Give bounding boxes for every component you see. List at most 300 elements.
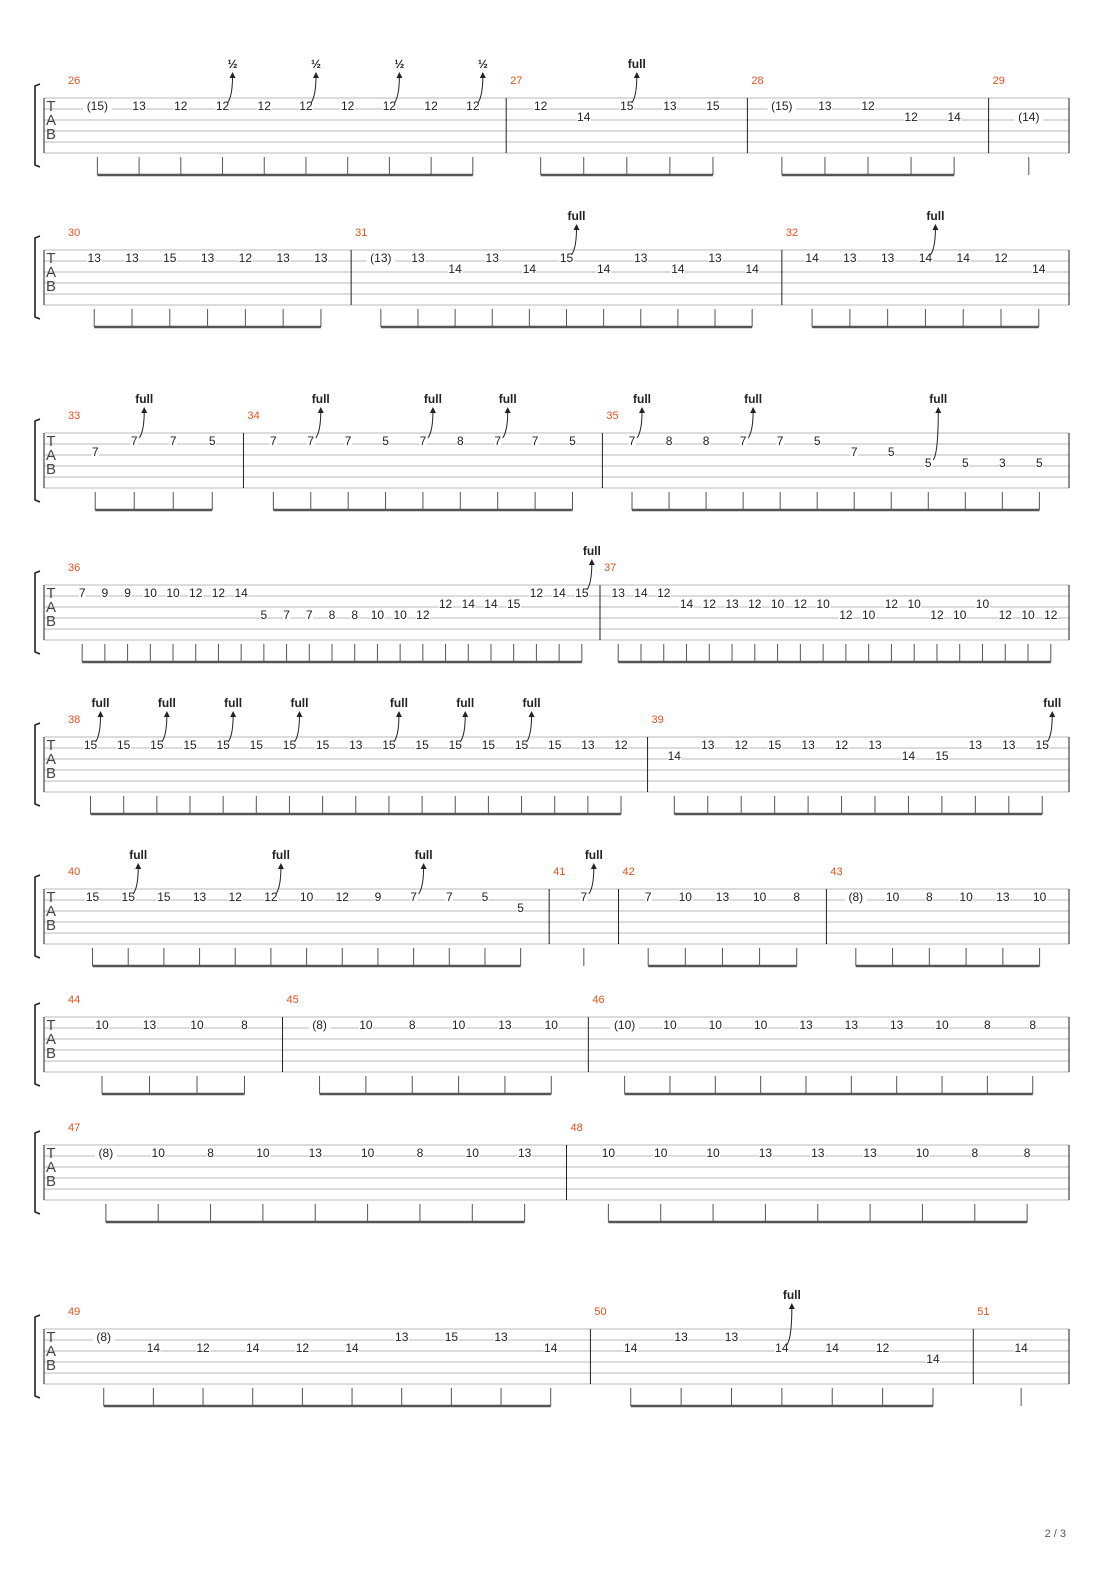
- tab-clef-letter: B: [45, 1357, 57, 1374]
- bend-amount: full: [271, 848, 290, 862]
- fret-number: 15: [1035, 738, 1049, 752]
- fret-number: 7: [270, 434, 277, 448]
- system-bracket: [35, 236, 40, 319]
- bend-arrowhead: [634, 72, 640, 78]
- bend-arrowhead: [935, 407, 941, 413]
- fret-number: 10: [935, 1018, 949, 1032]
- fret-number: 10: [299, 890, 314, 904]
- fret-number: 13: [87, 251, 101, 265]
- fret-number: 9: [374, 890, 382, 904]
- bend-amount: full: [498, 392, 517, 406]
- fret-number: 14: [484, 597, 498, 611]
- fret-number: 13: [968, 738, 983, 752]
- tab-clef-letter: T: [46, 737, 56, 754]
- fret-number: 14: [956, 251, 970, 265]
- fret-number: 13: [811, 1146, 825, 1160]
- tab-clef-letter: B: [45, 613, 57, 630]
- bend-arrowhead: [313, 72, 319, 78]
- bend-amount: full: [456, 696, 475, 710]
- fret-number: 12: [215, 99, 230, 113]
- tab-clef-letter: T: [46, 1329, 56, 1346]
- measure-number: 51: [977, 1306, 990, 1318]
- measure-number: 50: [594, 1306, 607, 1318]
- fret-number: 8: [416, 1146, 424, 1160]
- fret-number: 13: [276, 251, 290, 265]
- fret-number: 10: [654, 1146, 668, 1160]
- bend-arrowhead: [529, 711, 535, 717]
- fret-number: 7: [410, 890, 417, 904]
- tab-clef-letter: T: [46, 250, 56, 267]
- fret-number: 13: [498, 1018, 512, 1032]
- fret-number: 10: [678, 890, 692, 904]
- fret-number: 10: [190, 1018, 204, 1032]
- fret-number: 14: [634, 586, 648, 600]
- fret-number: 14: [918, 251, 933, 265]
- fret-number: 12: [930, 608, 944, 622]
- fret-number: 10: [953, 608, 967, 622]
- fret-number: 13: [485, 251, 499, 265]
- bend-amount: full: [926, 209, 945, 223]
- fret-number: 15: [216, 738, 230, 752]
- fret-number: 5: [569, 434, 576, 448]
- fret-number: 10: [451, 1018, 466, 1032]
- bend-amount: ½: [227, 57, 238, 71]
- fret-number: 12: [466, 99, 480, 113]
- tab-clef-letter: B: [45, 917, 57, 934]
- bend-amount: full: [744, 392, 763, 406]
- bend-amount: ½: [310, 57, 321, 71]
- fret-number: 7: [494, 434, 502, 448]
- bend-amount: full: [522, 696, 541, 710]
- fret-number: 14: [671, 262, 685, 276]
- fret-number: 7: [283, 608, 290, 622]
- fret-number: 12: [416, 608, 430, 622]
- fret-number: 13: [725, 597, 739, 611]
- fret-number: 12: [839, 608, 853, 622]
- bend-arrow: [787, 1307, 792, 1345]
- fret-number: 5: [961, 456, 969, 470]
- fret-number: 10: [601, 1146, 616, 1160]
- fret-number: 7: [628, 434, 636, 448]
- fret-number: 7: [531, 434, 539, 448]
- measure-number: 32: [785, 227, 799, 239]
- fret-number: 5: [208, 434, 216, 448]
- bend-arrowhead: [421, 863, 427, 869]
- fret-number: 5: [924, 456, 932, 470]
- fret-number: 15: [481, 738, 496, 752]
- measure-number: 46: [592, 994, 605, 1006]
- fret-number: 13: [349, 738, 363, 752]
- fret-number: 15: [163, 251, 177, 265]
- fret-number: 14: [146, 1341, 161, 1355]
- bend-amount: full: [157, 696, 176, 710]
- fret-number: 15: [157, 890, 171, 904]
- fret-number: 12: [834, 738, 849, 752]
- fret-number: 15: [121, 890, 135, 904]
- bend-amount: full: [584, 848, 603, 862]
- measure-number: 41: [553, 866, 566, 878]
- measure-number: 28: [751, 75, 764, 87]
- fret-number: 12: [994, 251, 1008, 265]
- fret-number: 10: [256, 1146, 270, 1160]
- fret-number: 13: [701, 738, 715, 752]
- measure-number: 49: [68, 1306, 81, 1318]
- fret-number: 7: [850, 445, 858, 459]
- fret-number: 7: [91, 445, 99, 459]
- fret-number: 13: [1002, 738, 1016, 752]
- bend-arrow: [503, 411, 508, 438]
- fret-number: 13: [142, 1018, 157, 1032]
- bend-arrowhead: [505, 407, 511, 413]
- fret-number: 10: [544, 1018, 558, 1032]
- fret-number: (10): [613, 1018, 636, 1032]
- fret-number: 12: [196, 1341, 210, 1355]
- fret-number: 12: [884, 597, 899, 611]
- fret-number: 7: [307, 434, 315, 448]
- fret-number: 8: [207, 1146, 214, 1160]
- fret-number: 5: [382, 434, 389, 448]
- fret-number: 7: [739, 434, 747, 448]
- fret-number: 12: [257, 99, 271, 113]
- fret-number: (8): [98, 1146, 114, 1160]
- fret-number: 15: [548, 738, 562, 752]
- fret-number: 13: [581, 738, 595, 752]
- fret-number: 13: [395, 1330, 409, 1344]
- bend-amount: full: [91, 696, 110, 710]
- fret-number: 12: [748, 597, 762, 611]
- fret-number: 10: [770, 597, 785, 611]
- bend-arrow: [589, 867, 594, 894]
- fret-number: 12: [295, 1341, 310, 1355]
- fret-number: 10: [151, 1146, 165, 1160]
- fret-number: 13: [715, 890, 730, 904]
- tab-clef-letter: T: [46, 98, 56, 115]
- tab-clef-letter: A: [45, 1159, 57, 1176]
- system-bracket: [35, 1131, 40, 1214]
- fret-number: (8): [96, 1330, 112, 1344]
- tab-clef-letter: B: [45, 278, 57, 295]
- fret-number: 10: [885, 890, 900, 904]
- fret-number: 13: [314, 251, 328, 265]
- fret-number: 7: [130, 434, 138, 448]
- tab-clef-letter: A: [45, 903, 57, 920]
- bend-arrowhead: [789, 1303, 795, 1309]
- fret-number: 14: [577, 110, 591, 124]
- fret-number: 12: [734, 738, 748, 752]
- fret-number: 12: [438, 597, 453, 611]
- fret-number: 14: [901, 749, 916, 763]
- fret-number: 10: [1032, 890, 1047, 904]
- fret-number: 12: [657, 586, 671, 600]
- bend-arrowhead: [296, 711, 302, 717]
- fret-number: 14: [345, 1341, 359, 1355]
- fret-number: 15: [183, 738, 197, 752]
- fret-number: 15: [620, 99, 634, 113]
- fret-number: 12: [340, 99, 355, 113]
- tab-clef-letter: A: [45, 599, 57, 616]
- fret-number: 7: [644, 890, 652, 904]
- fret-number: 13: [192, 890, 207, 904]
- fret-number: 8: [971, 1146, 979, 1160]
- fret-number: 12: [299, 99, 313, 113]
- fret-number: 13: [758, 1146, 773, 1160]
- fret-number: 8: [456, 434, 464, 448]
- measure-number: 36: [68, 562, 81, 574]
- fret-number: 15: [935, 749, 949, 763]
- fret-number: 13: [863, 1146, 877, 1160]
- bend-amount: full: [129, 848, 148, 862]
- fret-number: 15: [83, 738, 98, 752]
- fret-number: 12: [228, 890, 242, 904]
- fret-number: 12: [904, 110, 918, 124]
- bend-amount: full: [135, 392, 154, 406]
- measure-number: 47: [68, 1122, 81, 1134]
- bend-arrowhead: [230, 711, 236, 717]
- measure-number: 42: [622, 866, 635, 878]
- fret-number: 8: [351, 608, 359, 622]
- fret-number: 14: [679, 597, 694, 611]
- fret-number: 7: [580, 890, 588, 904]
- tab-clef-letter: A: [45, 1343, 57, 1360]
- fret-number: 12: [174, 99, 188, 113]
- fret-number: 12: [702, 597, 716, 611]
- bend-arrowhead: [98, 711, 104, 717]
- fret-number: 14: [596, 262, 611, 276]
- fret-number: 15: [514, 738, 529, 752]
- fret-number: 13: [663, 99, 677, 113]
- fret-number: 12: [211, 586, 226, 600]
- fret-number: 10: [370, 608, 385, 622]
- bend-arrowhead: [639, 407, 645, 413]
- fret-number: 5: [260, 608, 268, 622]
- fret-number: 13: [801, 738, 815, 752]
- fret-number: 12: [1044, 608, 1058, 622]
- system-bracket: [35, 571, 40, 654]
- fret-number: 14: [926, 1352, 940, 1366]
- fret-number: 14: [246, 1341, 260, 1355]
- fret-number: 13: [634, 251, 648, 265]
- fret-number: 14: [624, 1341, 638, 1355]
- tab-clef-letter: T: [46, 433, 56, 450]
- bend-arrowhead: [932, 224, 938, 230]
- fret-number: 15: [282, 738, 297, 752]
- fret-number: 13: [708, 251, 722, 265]
- fret-number: 5: [481, 890, 489, 904]
- bend-amount: full: [567, 209, 586, 223]
- fret-number: 14: [1032, 262, 1046, 276]
- fret-number: 10: [975, 597, 990, 611]
- fret-number: 8: [1029, 1018, 1037, 1032]
- fret-number: 8: [1023, 1146, 1031, 1160]
- fret-number: 14: [775, 1341, 789, 1355]
- fret-number: 10: [915, 1146, 930, 1160]
- tab-clef-letter: B: [45, 1173, 57, 1190]
- fret-number: 12: [614, 738, 628, 752]
- tab-clef-letter: A: [45, 447, 57, 464]
- page-number: 2 / 3: [1044, 1528, 1066, 1540]
- system-bracket: [35, 419, 40, 502]
- fret-number: 7: [169, 434, 177, 448]
- measure-number: 35: [606, 410, 619, 422]
- fret-number: 7: [445, 890, 453, 904]
- bend-arrow: [637, 411, 642, 438]
- fret-number: 13: [494, 1330, 508, 1344]
- fret-number: 13: [868, 738, 882, 752]
- fret-number: 10: [959, 890, 973, 904]
- bend-arrowhead: [480, 72, 486, 78]
- fret-number: 13: [843, 251, 857, 265]
- fret-number: 8: [925, 890, 933, 904]
- fret-number: (13): [370, 251, 392, 265]
- bend-arrow: [316, 411, 321, 438]
- fret-number: 10: [816, 597, 830, 611]
- fret-number: 12: [793, 597, 808, 611]
- fret-number: 14: [805, 251, 819, 265]
- bend-amount: full: [627, 57, 646, 71]
- fret-number: 5: [1036, 456, 1043, 470]
- fret-number: 7: [776, 434, 784, 448]
- fret-number: 12: [189, 586, 203, 600]
- fret-number: 15: [444, 1330, 459, 1344]
- fret-number: 9: [101, 586, 109, 600]
- measure-number: 29: [992, 75, 1005, 87]
- fret-number: 15: [559, 251, 574, 265]
- fret-number: 10: [708, 1018, 722, 1032]
- measure-number: 44: [68, 994, 81, 1006]
- fret-number: 13: [890, 1018, 904, 1032]
- fret-number: 13: [818, 99, 832, 113]
- bend-amount: full: [782, 1288, 801, 1302]
- fret-number: 15: [117, 738, 131, 752]
- bend-arrow: [428, 411, 433, 438]
- fret-number: 13: [411, 251, 425, 265]
- fret-number: 15: [249, 738, 263, 752]
- fret-number: 14: [522, 262, 537, 276]
- fret-number: 13: [724, 1330, 739, 1344]
- measure-number: 39: [651, 714, 664, 726]
- bend-arrowhead: [396, 72, 402, 78]
- fret-number: 12: [424, 99, 438, 113]
- fret-number: 10: [861, 608, 876, 622]
- bend-arrowhead: [164, 711, 170, 717]
- fret-number: 14: [1014, 1341, 1028, 1355]
- bend-amount: full: [582, 544, 601, 558]
- fret-number: 5: [813, 434, 821, 448]
- bend-arrowhead: [1049, 711, 1055, 717]
- fret-number: 10: [753, 1018, 768, 1032]
- fret-number: (15): [86, 99, 109, 113]
- fret-number: 13: [125, 251, 139, 265]
- tab-clef-letter: T: [46, 889, 56, 906]
- fret-number: 12: [533, 99, 548, 113]
- fret-number: 5: [887, 445, 895, 459]
- bend-arrowhead: [462, 711, 468, 717]
- fret-number: 14: [745, 262, 759, 276]
- bend-arrowhead: [135, 863, 141, 869]
- fret-number: 10: [465, 1146, 479, 1160]
- tab-clef-letter: B: [45, 126, 57, 143]
- fret-number: 10: [95, 1018, 109, 1032]
- fret-number: 10: [907, 597, 921, 611]
- system-bracket: [35, 875, 40, 958]
- fret-number: 10: [166, 586, 180, 600]
- tab-clef-letter: B: [45, 1045, 57, 1062]
- fret-number: 8: [408, 1018, 416, 1032]
- fret-number: 14: [667, 749, 681, 763]
- bend-arrowhead: [318, 407, 324, 413]
- fret-number: 12: [861, 99, 875, 113]
- bend-arrow: [139, 411, 144, 438]
- bend-amount: full: [290, 696, 309, 710]
- system-bracket: [35, 723, 40, 806]
- fret-number: 14: [448, 262, 462, 276]
- fret-number: 10: [143, 586, 157, 600]
- fret-number: 15: [382, 738, 396, 752]
- fret-number: 12: [529, 586, 544, 600]
- fret-number: 9: [124, 586, 131, 600]
- measure-number: 48: [570, 1122, 583, 1134]
- measure-number: 34: [247, 410, 260, 422]
- fret-number: 13: [132, 99, 146, 113]
- bend-amount: ½: [477, 57, 488, 71]
- bend-amount: full: [423, 392, 442, 406]
- fret-number: (15): [771, 99, 793, 113]
- tab-clef-letter: A: [45, 264, 57, 281]
- fret-number: 15: [767, 738, 782, 752]
- fret-number: 10: [663, 1018, 677, 1032]
- fret-number: 8: [984, 1018, 991, 1032]
- fret-number: 8: [793, 890, 801, 904]
- fret-number: 15: [315, 738, 330, 752]
- system-bracket: [35, 1003, 40, 1086]
- fret-number: 8: [702, 434, 710, 448]
- fret-number: 15: [706, 99, 720, 113]
- tab-clef-letter: B: [45, 765, 57, 782]
- bend-amount: full: [389, 696, 408, 710]
- fret-number: 12: [264, 890, 278, 904]
- fret-number: 10: [752, 890, 767, 904]
- bend-arrow: [933, 411, 938, 460]
- measure-number: 38: [68, 714, 81, 726]
- bend-arrowhead: [396, 711, 402, 717]
- measure-number: 27: [510, 75, 523, 87]
- fret-number: 7: [419, 434, 427, 448]
- fret-number: (8): [312, 1018, 327, 1032]
- fret-number: 10: [1021, 608, 1035, 622]
- bend-amount: full: [311, 392, 330, 406]
- fret-number: 14: [234, 586, 248, 600]
- bend-arrowhead: [750, 407, 756, 413]
- fret-number: 5: [517, 901, 524, 915]
- fret-number: 10: [393, 608, 407, 622]
- bend-arrowhead: [589, 559, 595, 565]
- fret-number: 13: [517, 1146, 532, 1160]
- system-bracket: [35, 84, 40, 167]
- bend-amount: full: [1043, 696, 1062, 710]
- fret-number: 15: [150, 738, 164, 752]
- tab-clef-letter: A: [45, 112, 57, 129]
- fret-number: 8: [665, 434, 673, 448]
- fret-number: 13: [844, 1018, 859, 1032]
- fret-number: 15: [85, 890, 100, 904]
- fret-number: (8): [848, 890, 864, 904]
- fret-number: 3: [998, 456, 1006, 470]
- fret-number: 10: [706, 1146, 720, 1160]
- fret-number: 8: [328, 608, 336, 622]
- bend-amount: full: [929, 392, 948, 406]
- measure-number: 45: [286, 994, 299, 1006]
- fret-number: 14: [947, 110, 961, 124]
